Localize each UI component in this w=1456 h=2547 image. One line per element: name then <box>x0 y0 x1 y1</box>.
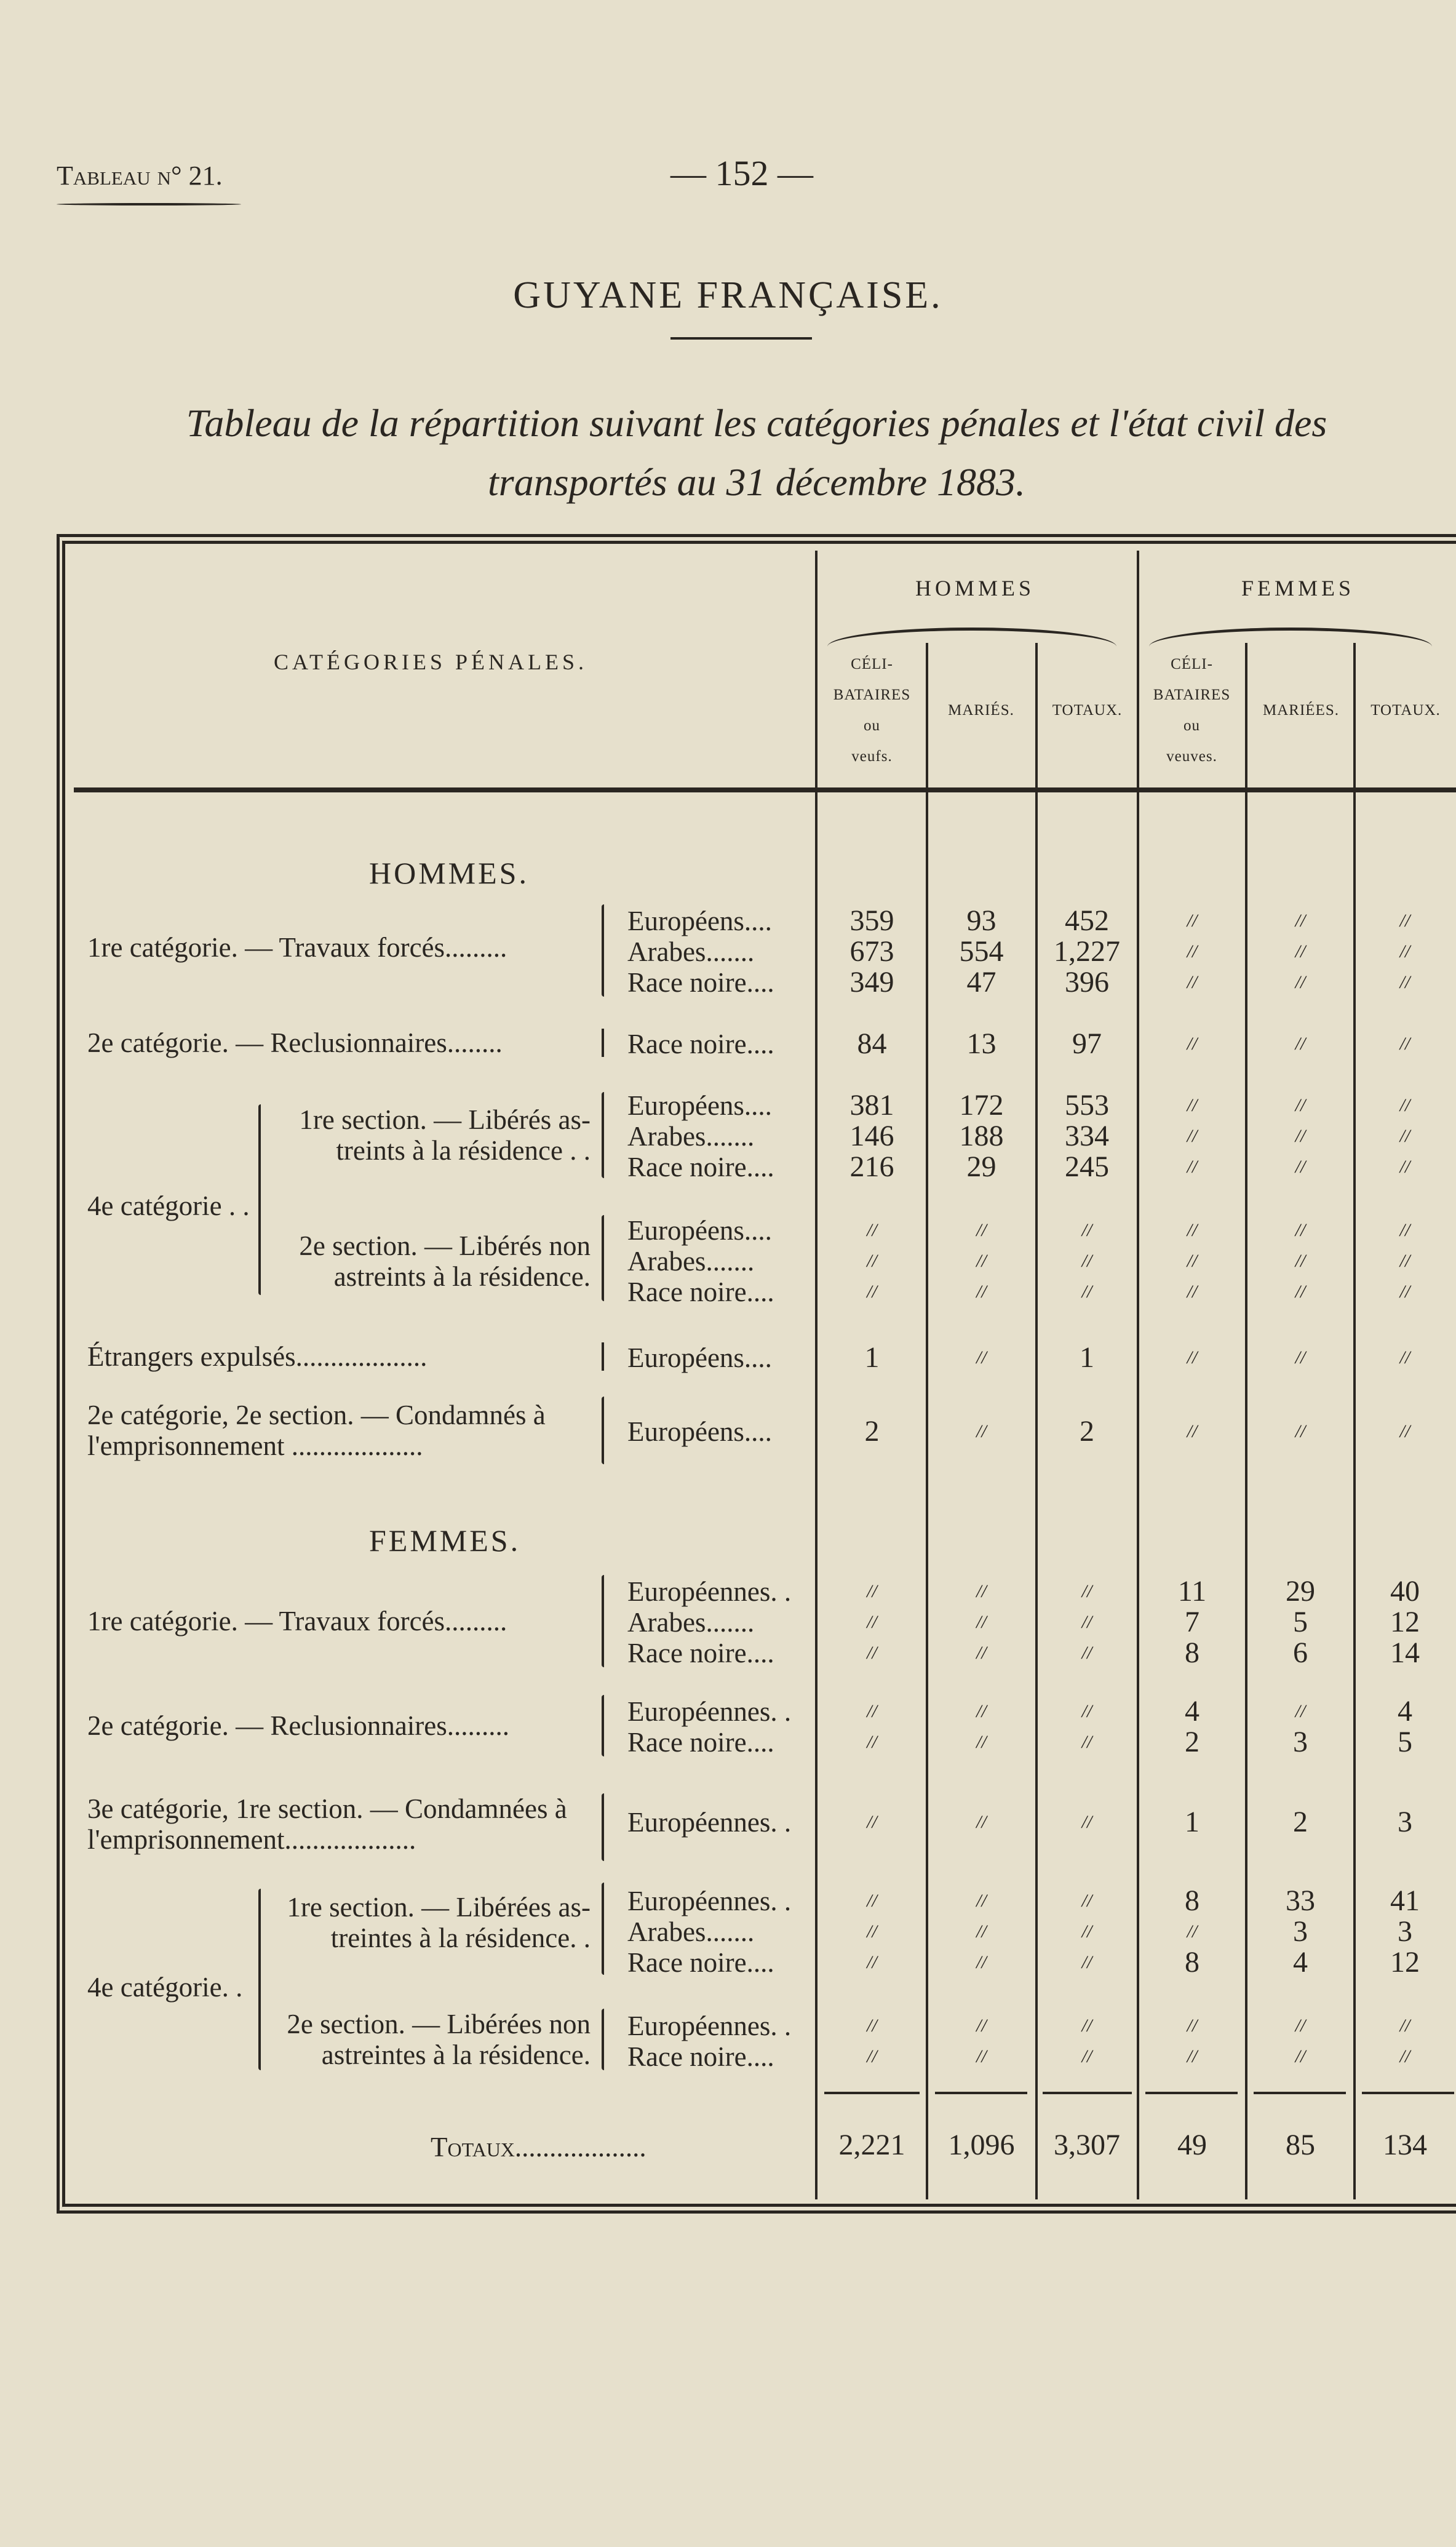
table-cell: // <box>1295 1034 1306 1054</box>
brace <box>602 1883 604 1975</box>
table-cell: 188 <box>959 1120 1004 1152</box>
header-rule <box>74 787 1456 792</box>
table-cell: // <box>976 1251 987 1271</box>
table-cell: // <box>1187 1220 1198 1240</box>
table-cell: 5 <box>1293 1606 1308 1638</box>
table-cell: // <box>976 1643 987 1663</box>
table-cell: // <box>976 1812 987 1832</box>
table-cell: // <box>1295 1126 1306 1146</box>
table-cell: // <box>867 2046 877 2067</box>
table-cell: // <box>1187 1347 1198 1368</box>
row-label-f-cat4-s2: 2e section. — Libérées non astreintes à la résidence. <box>287 2009 591 2070</box>
table-cell: // <box>976 1701 987 1721</box>
table-cell: 553 <box>1065 1089 1109 1122</box>
section-hommes: HOMMES. <box>369 856 529 890</box>
row-race: Européens.... <box>627 1342 772 1373</box>
table-cell: 396 <box>1065 966 1109 998</box>
row-label-h-cat4: 4e catégorie . . <box>87 1190 250 1221</box>
table-cell: // <box>1081 1643 1092 1663</box>
row-race: Européens.... <box>627 906 772 936</box>
table-cell: // <box>1295 1347 1306 1368</box>
table-cell: // <box>1187 1921 1198 1942</box>
table-cell: // <box>1295 1220 1306 1240</box>
table-cell: // <box>1187 972 1198 992</box>
table-cell: 84 <box>857 1027 887 1060</box>
table-cell: // <box>1399 2015 1410 2036</box>
table-cell: // <box>1399 1421 1410 1441</box>
row-race: Arabes....... <box>627 1607 755 1638</box>
table-cell: // <box>1399 1126 1410 1146</box>
col-divider <box>815 551 818 2199</box>
table-cell: // <box>1187 941 1198 962</box>
table-cell: // <box>1081 1732 1092 1752</box>
table-cell: 2 <box>1080 1415 1094 1448</box>
brace <box>258 1889 261 2070</box>
brace <box>602 2009 604 2070</box>
table-cell: 245 <box>1065 1150 1109 1183</box>
table-cell: // <box>1187 2046 1198 2067</box>
table-cell: 3 <box>1398 1915 1412 1948</box>
table-cell: // <box>1399 1095 1410 1115</box>
table-cell: // <box>1399 941 1410 962</box>
row-race: Race noire.... <box>627 2041 774 2072</box>
total-cell: 134 <box>1383 2129 1427 2161</box>
table-cell: // <box>1081 1921 1092 1942</box>
table-cell: // <box>976 1612 987 1632</box>
table-cell: 381 <box>849 1089 894 1122</box>
table-cell: // <box>1295 2046 1306 2067</box>
table-number: Tableau n° 21. <box>57 161 223 191</box>
title-rule <box>670 337 812 340</box>
table-cell: // <box>1187 1095 1198 1115</box>
row-label-f-cat4: 4e catégorie. . <box>87 1972 243 2003</box>
table-cell: // <box>1081 1251 1092 1271</box>
row-label-f-cat4-s1: 1re section. — Libérées as- treintes à la résidence. . <box>287 1892 591 1953</box>
table-cell: // <box>1081 1891 1092 1911</box>
section-femmes: FEMMES. <box>369 1523 521 1558</box>
row-race: Européennes. . <box>627 2011 792 2041</box>
row-race: Européennes. . <box>627 1886 792 1916</box>
decorative-rule <box>57 203 241 205</box>
col-header-mariees: MARIÉES. <box>1263 702 1339 719</box>
table-cell: 13 <box>966 1027 997 1060</box>
brace <box>602 1215 604 1301</box>
table-cell: // <box>1399 1034 1410 1054</box>
row-race: Race noire.... <box>627 1947 774 1978</box>
row-label-h-cat2-s2: 2e catégorie, 2e section. — Condamnés à l'emprisonnement ................... <box>87 1400 546 1461</box>
bar <box>602 1342 604 1371</box>
sum-rule <box>824 2092 920 2094</box>
total-cell: 2,221 <box>838 2129 905 2161</box>
table-cell: // <box>1081 2015 1092 2036</box>
table-cell: // <box>1081 1612 1092 1632</box>
table-cell: 349 <box>849 966 894 998</box>
table-cell: 29 <box>1286 1575 1315 1608</box>
table-cell: // <box>867 1643 877 1663</box>
col-header-totaux-h: TOTAUX. <box>1052 702 1123 719</box>
table-cell: // <box>1295 1157 1306 1177</box>
brace <box>602 1397 604 1464</box>
table-cell: // <box>867 1281 877 1302</box>
table-cell: 11 <box>1177 1575 1207 1608</box>
row-label-f-cat1: 1re catégorie. — Travaux forcés......... <box>87 1606 507 1636</box>
row-race: Européennes. . <box>627 1696 792 1727</box>
table-subtitle: Tableau de la répartition suivant les catégories pénales et l'état civil des transportés au 31 décembre 1883. <box>186 401 1327 504</box>
table-cell: 334 <box>1065 1120 1109 1152</box>
table-cell: 4 <box>1398 1695 1412 1728</box>
col-header-maries: MARIÉS. <box>948 702 1014 719</box>
table-cell: 172 <box>959 1089 1004 1122</box>
table-cell: 8 <box>1185 1946 1199 1979</box>
row-label-f-cat2: 2e catégorie. — Reclusionnaires......... <box>87 1710 510 1741</box>
table-cell: // <box>867 1220 877 1240</box>
brace <box>602 904 604 997</box>
table-cell: // <box>1187 1421 1198 1441</box>
bar <box>602 1029 604 1057</box>
row-race: Race noire.... <box>627 1277 774 1307</box>
table-cell: 41 <box>1390 1884 1420 1917</box>
row-label-h-cat2: 2e catégorie. — Reclusionnaires........ <box>87 1027 503 1058</box>
table-cell: 146 <box>849 1120 894 1152</box>
table-cell: // <box>1295 1095 1306 1115</box>
table-cell: 554 <box>959 935 1004 968</box>
table-cell: 452 <box>1065 904 1109 937</box>
row-race: Arabes....... <box>627 936 755 967</box>
table-cell: // <box>867 1891 877 1911</box>
total-cell: 85 <box>1286 2129 1315 2161</box>
table-cell: // <box>1399 1157 1410 1177</box>
table-cell: // <box>1187 1281 1198 1302</box>
table-cell: 4 <box>1293 1946 1308 1979</box>
table-cell: 8 <box>1185 1636 1199 1669</box>
table-cell: // <box>1295 972 1306 992</box>
row-race: Race noire.... <box>627 1638 774 1668</box>
sum-rule <box>1145 2092 1238 2094</box>
table-cell: 4 <box>1185 1695 1199 1728</box>
table-cell: 1 <box>1185 1806 1199 1838</box>
col-header-categories: CATÉGORIES PÉNALES. <box>273 650 588 674</box>
table-cell: // <box>867 1921 877 1942</box>
table-cell: // <box>1081 1952 1092 1972</box>
table-cell: 97 <box>1072 1027 1102 1060</box>
row-label-h-cat4-s1: 1re section. — Libérés as- treints à la résidence . . <box>299 1104 591 1166</box>
table-cell: 33 <box>1286 1884 1315 1917</box>
table-cell: // <box>976 1952 987 1972</box>
table-cell: // <box>1295 911 1306 931</box>
table-cell: 3 <box>1293 1915 1308 1948</box>
table-cell: 3 <box>1293 1726 1308 1758</box>
table-cell: // <box>976 1347 987 1368</box>
table-cell: // <box>1399 1251 1410 1271</box>
table-cell: // <box>1295 1421 1306 1441</box>
table-cell: 47 <box>966 966 997 998</box>
table-cell: // <box>1187 911 1198 931</box>
row-race: Européennes. . <box>627 1807 792 1838</box>
table-cell: // <box>1187 2015 1198 2036</box>
table-cell: // <box>1081 1281 1092 1302</box>
row-label-f-cat3: 3e catégorie, 1re section. — Condamnées à l'emprisonnement................... <box>87 1793 567 1855</box>
col-header-celibataires-h: CÉLI- BATAIRES ou veufs. <box>833 656 911 765</box>
total-cell: 3,307 <box>1054 2129 1120 2161</box>
sum-rule <box>935 2092 1027 2094</box>
table-cell: // <box>1399 1220 1410 1240</box>
row-race: Race noire.... <box>627 967 774 998</box>
table-cell: // <box>976 1220 987 1240</box>
col-header-hommes: HOMMES <box>915 576 1035 600</box>
table-cell: // <box>1295 1281 1306 1302</box>
table-cell: // <box>867 1581 877 1601</box>
table-cell: 1,227 <box>1054 935 1120 968</box>
table-cell: // <box>1295 1701 1306 1721</box>
brace <box>602 1695 604 1756</box>
total-cell: 49 <box>1177 2129 1207 2161</box>
row-label-etrangers: Étrangers expulsés................... <box>87 1341 428 1372</box>
table-cell: 93 <box>966 904 997 937</box>
table-cell: // <box>1399 1281 1410 1302</box>
table-cell: 40 <box>1390 1575 1420 1608</box>
table-cell: // <box>1081 1220 1092 1240</box>
table-cell: // <box>976 1421 987 1441</box>
table-cell: 1 <box>1080 1341 1094 1374</box>
table-cell: 2 <box>1293 1806 1308 1838</box>
page-number: — 152 — <box>670 153 813 193</box>
total-cell: 1,096 <box>948 2129 1015 2161</box>
row-race: Européens.... <box>627 1416 772 1447</box>
table-cell: 359 <box>849 904 894 937</box>
table-cell: // <box>976 2046 987 2067</box>
table-cell: // <box>1399 1347 1410 1368</box>
row-race: Race noire.... <box>627 1029 774 1059</box>
totals-label: Totaux................... <box>431 2132 646 2162</box>
brace <box>602 1575 604 1667</box>
brace <box>258 1104 261 1295</box>
table-cell: 3 <box>1398 1806 1412 1838</box>
table-cell: // <box>976 1281 987 1302</box>
col-header-celibataires-f: CÉLI- BATAIRES ou veuves. <box>1153 656 1231 765</box>
row-race: Européennes. . <box>627 1576 792 1607</box>
table-cell: // <box>1295 1251 1306 1271</box>
table-cell: // <box>867 1612 877 1632</box>
table-cell: // <box>976 2015 987 2036</box>
table-cell: // <box>976 1891 987 1911</box>
sum-rule <box>1362 2092 1454 2094</box>
table-cell: // <box>1081 1812 1092 1832</box>
table-cell: 216 <box>849 1150 894 1183</box>
col-header-femmes: FEMMES <box>1241 576 1355 600</box>
page-title: GUYANE FRANÇAISE. <box>513 274 943 316</box>
table-cell: // <box>867 1952 877 1972</box>
table-cell: // <box>1187 1157 1198 1177</box>
table-cell: 12 <box>1390 1606 1420 1638</box>
table-cell: 29 <box>966 1150 997 1183</box>
table-cell: // <box>1081 1701 1092 1721</box>
row-race: Race noire.... <box>627 1727 774 1758</box>
row-race: Arabes....... <box>627 1916 755 1947</box>
table-cell: // <box>1399 972 1410 992</box>
table-cell: // <box>1187 1034 1198 1054</box>
table-cell: // <box>1187 1126 1198 1146</box>
sum-rule <box>1254 2092 1346 2094</box>
row-race: Arabes....... <box>627 1121 755 1152</box>
table-cell: 673 <box>849 935 894 968</box>
table-cell: // <box>1295 941 1306 962</box>
table-cell: 14 <box>1390 1636 1420 1669</box>
sum-rule <box>1043 2092 1132 2094</box>
table-cell: // <box>1081 2046 1092 2067</box>
row-race: Race noire.... <box>627 1152 774 1182</box>
table-cell: // <box>1081 1581 1092 1601</box>
table-cell: // <box>867 1251 877 1271</box>
table-cell: // <box>867 2015 877 2036</box>
table-cell: // <box>1399 2046 1410 2067</box>
table-cell: // <box>867 1701 877 1721</box>
table-cell: 7 <box>1185 1606 1199 1638</box>
brace <box>602 1793 604 1861</box>
col-header-totaux-f: TOTAUX. <box>1370 702 1441 719</box>
row-label-h-cat1: 1re catégorie. — Travaux forcés......... <box>87 932 507 963</box>
row-race: Européens.... <box>627 1090 772 1121</box>
table-cell: // <box>867 1732 877 1752</box>
brace <box>602 1092 604 1178</box>
table-cell: // <box>867 1812 877 1832</box>
table-cell: 6 <box>1293 1636 1308 1669</box>
table-cell: 1 <box>864 1341 880 1374</box>
table-cell: // <box>1399 911 1410 931</box>
table-cell: 8 <box>1185 1884 1199 1917</box>
table-cell: 2 <box>1185 1726 1199 1758</box>
row-race: Européens.... <box>627 1215 772 1246</box>
table-cell: // <box>976 1921 987 1942</box>
table-cell: // <box>1295 2015 1306 2036</box>
table-cell: 5 <box>1398 1726 1412 1758</box>
table-cell: // <box>1187 1251 1198 1271</box>
table-cell: 2 <box>864 1415 880 1448</box>
row-race: Arabes....... <box>627 1246 755 1277</box>
table-cell: 12 <box>1390 1946 1420 1979</box>
row-label-h-cat4-s2: 2e section. — Libérés non astreints à la résidence. <box>299 1230 591 1292</box>
table-cell: // <box>976 1581 987 1601</box>
table-cell: // <box>976 1732 987 1752</box>
